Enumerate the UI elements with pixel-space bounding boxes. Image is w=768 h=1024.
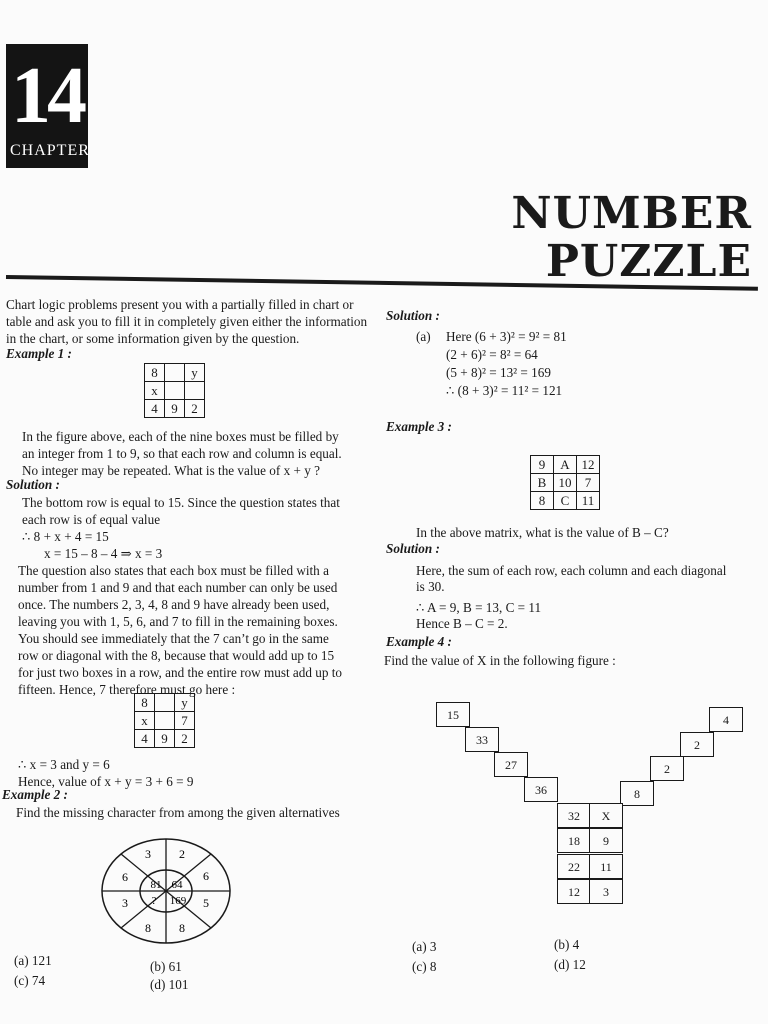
v-cell: 4 <box>709 707 743 732</box>
v-cell: 2 <box>650 756 684 781</box>
example-3-matrix <box>530 455 600 510</box>
solution-line: The question also states that each box must be filled with a <box>18 563 329 578</box>
grid-cell: 7 <box>175 712 195 730</box>
chapter-label: CHAPTER <box>10 142 90 159</box>
solution-line: each row is of equal value <box>22 512 161 527</box>
solution-label: Solution : <box>6 477 60 492</box>
grid-cell <box>165 382 185 400</box>
solution-line: for just two boxes in a row, and the entire row must add up to <box>18 665 343 680</box>
chapter-badge <box>6 44 88 168</box>
intro-line-3: in the chart, or some information given by the question. <box>6 331 300 346</box>
outer-value: 3 <box>145 847 151 861</box>
v-cell: 18 <box>557 828 591 853</box>
option-c: (c) 74 <box>14 973 46 988</box>
v-cell: 2 <box>680 732 714 757</box>
solution-line: (5 + 8)² = 13² = 169 <box>446 365 551 380</box>
solution-line: The bottom row is equal to 15. Since the question states that <box>22 495 340 510</box>
inner-value: 169 <box>169 895 187 907</box>
solution-line: once. The numbers 2, 3, 4, 8 and 9 have already been used, <box>18 597 330 612</box>
example-1-label: Example 1 : <box>6 346 72 361</box>
outer-value: 6 <box>122 870 128 884</box>
grid-cell: x <box>145 382 165 400</box>
option-a-right: (a) 3 <box>412 939 437 954</box>
grid-cell: y <box>175 694 195 712</box>
example-4-question: Find the value of X in the following figure : <box>384 653 616 668</box>
inner-value: 64 <box>171 879 183 891</box>
grid-cell: 4 <box>145 400 165 418</box>
page-title-line2: PUZZLE <box>545 236 752 287</box>
intro-line-2: table and ask you to fill it in completely given either the information <box>6 314 368 329</box>
grid-cell: y <box>185 364 205 382</box>
chapter-number: 14 <box>11 52 83 140</box>
solution-line: number from 1 and 9 and that each number can only be used <box>18 580 338 595</box>
v-cell: 15 <box>436 702 470 727</box>
option-d: (d) 101 <box>150 977 189 992</box>
grid-cell: 2 <box>175 730 195 748</box>
outer-value: 8 <box>179 921 185 935</box>
outer-value: 3 <box>122 896 128 910</box>
solution-line: Here (6 + 3)² = 9² = 81 <box>446 329 567 344</box>
v-cell: 3 <box>589 879 623 904</box>
example-1-question-3: No integer may be repeated. What is the value of x + y ? <box>22 463 320 478</box>
v-cell: 32 <box>557 803 591 828</box>
solution-line: You should see immediately that the 7 can’t go in the same <box>18 631 329 646</box>
matrix-cell: 9 <box>531 456 554 474</box>
matrix-cell: 12 <box>577 456 600 474</box>
solution-option: (a) <box>416 329 431 344</box>
intro-line-1: Chart logic problems present you with a partially filled in chart or <box>6 297 354 312</box>
solution-line: x = 15 – 8 – 4 ⇒ x = 3 <box>44 546 163 561</box>
example-3-question: In the above matrix, what is the value of B – C? <box>416 525 669 540</box>
grid-cell: 4 <box>135 730 155 748</box>
matrix-cell: 10 <box>554 474 577 492</box>
solution-end-2: Hence, value of x + y = 3 + 6 = 9 <box>18 774 194 789</box>
grid-cell: x <box>135 712 155 730</box>
solution-3-line: is 30. <box>416 579 445 594</box>
v-cell: 22 <box>557 854 591 879</box>
grid-cell: 9 <box>155 730 175 748</box>
circle-puzzle-figure <box>98 836 234 946</box>
grid-cell: 9 <box>165 400 185 418</box>
page-title-line1: NUMBER <box>511 188 752 239</box>
v-cell: 36 <box>524 777 558 802</box>
v-cell: 27 <box>494 752 528 777</box>
example-1-solution-grid <box>134 693 195 748</box>
solution-line: fifteen. Hence, 7 therefore must go here : <box>18 682 236 697</box>
grid-cell <box>155 712 175 730</box>
matrix-cell: B <box>531 474 554 492</box>
solution-line: leaving you with 1, 5, 6, and 7 to fill in the remaining boxes. <box>18 614 338 629</box>
example-1-question-2: an integer from 1 to 9, so that each row and column is equal. <box>22 446 342 461</box>
solution-3-line: Here, the sum of each row, each column and each diagonal <box>416 563 727 578</box>
solution-line: (2 + 6)² = 8² = 64 <box>446 347 538 362</box>
solution-line: row or diagonal with the 8, because that would add up to 15 <box>18 648 335 663</box>
outer-value: 8 <box>145 921 151 935</box>
v-cell: X <box>589 803 623 828</box>
matrix-cell: 7 <box>577 474 600 492</box>
solution-line: ∴ 8 + x + 4 = 15 <box>22 529 109 544</box>
grid-cell: 2 <box>185 400 205 418</box>
matrix-cell: A <box>554 456 577 474</box>
grid-cell: 8 <box>135 694 155 712</box>
v-cell: 12 <box>557 879 591 904</box>
grid-cell <box>165 364 185 382</box>
v-cell: 8 <box>620 781 654 806</box>
outer-value: 5 <box>203 896 209 910</box>
example-2-question: Find the missing character from among the given alternatives <box>16 805 340 820</box>
solution-end-1: ∴ x = 3 and y = 6 <box>18 757 110 772</box>
solution-line: ∴ (8 + 3)² = 11² = 121 <box>446 383 563 398</box>
example-1-question-1: In the figure above, each of the nine boxes must be filled by <box>22 429 339 444</box>
example-1-grid <box>144 363 205 418</box>
inner-value: 81 <box>150 879 162 891</box>
option-b: (b) 61 <box>150 959 182 974</box>
option-d-right: (d) 12 <box>554 957 586 972</box>
grid-cell <box>155 694 175 712</box>
solution-3-line: Hence B – C = 2. <box>416 616 508 631</box>
matrix-cell: C <box>554 492 577 510</box>
v-cell: 33 <box>465 727 499 752</box>
matrix-cell: 8 <box>531 492 554 510</box>
example-3-label: Example 3 : <box>386 419 452 434</box>
v-cell: 11 <box>589 854 623 879</box>
grid-cell: 8 <box>145 364 165 382</box>
outer-value: 6 <box>203 869 209 883</box>
v-cell: 9 <box>589 828 623 853</box>
option-a: (a) 121 <box>14 953 52 968</box>
solution-3-line: ∴ A = 9, B = 13, C = 11 <box>416 600 542 615</box>
option-b-right: (b) 4 <box>554 937 580 952</box>
example-4-label: Example 4 : <box>386 634 452 649</box>
inner-value: ? <box>151 895 157 907</box>
option-c-right: (c) 8 <box>412 959 437 974</box>
grid-cell <box>185 382 205 400</box>
example-2-label: Example 2 : <box>2 787 68 802</box>
outer-value: 2 <box>179 847 185 861</box>
solution-label-right: Solution : <box>386 308 440 323</box>
matrix-cell: 11 <box>577 492 600 510</box>
solution-3-label: Solution : <box>386 541 440 556</box>
